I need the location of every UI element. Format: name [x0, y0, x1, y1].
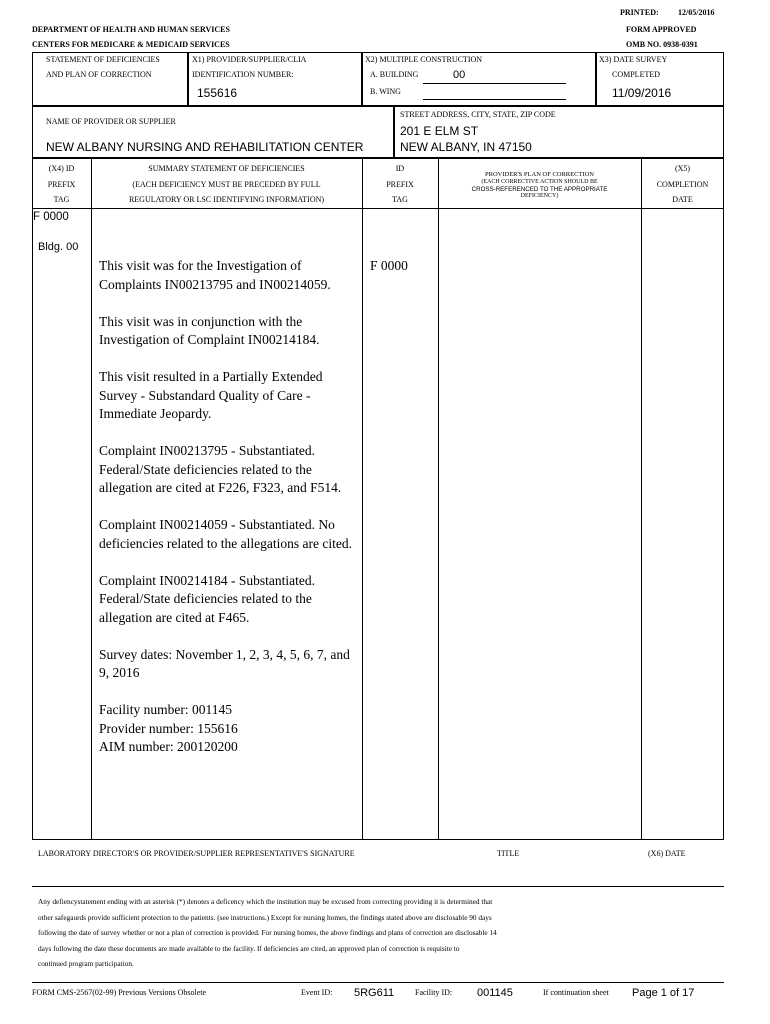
paragraph-3: This visit resulted in a Partially Extended Survey - Substandard Quality of Care - Immediate Jeopardy.: [99, 369, 323, 421]
signature-label: LABORATORY DIRECTOR'S OR PROVIDER/SUPPLIER REPRESENTATIVE'S SIGNATURE: [38, 849, 355, 858]
paragraph-1: This visit was for the Investigation of Complaints IN00213795 and IN00214059.: [99, 258, 331, 292]
plan-header-2: (EACH CORRECTIVE ACTION SHOULD BE: [481, 179, 598, 185]
address-line2: NEW ALBANY, IN 47150: [400, 140, 532, 154]
x4-header-2: PREFIX: [47, 180, 76, 189]
provider-id-value: 155616: [197, 86, 238, 100]
x5-header-2: COMPLETION: [656, 180, 709, 189]
event-id-label: Event ID:: [301, 988, 333, 997]
plan-header-4: DEFICIENCY): [520, 193, 559, 199]
paragraph-7: Survey dates: November 1, 2, 3, 4, 5, 6, 7, and 9, 2016: [99, 646, 350, 680]
survey-date-value: 11/09/2016: [612, 86, 672, 100]
summary-header-1: SUMMARY STATEMENT OF DEFICIENCIES: [148, 164, 305, 173]
printed-date: 12/05/2016: [678, 8, 715, 17]
disclaimer-line-3: following the date of survey whether or not a plan of correction is provided. For nursing homes, the above findings and plans of correction are disclosable 14: [38, 928, 497, 937]
paragraph-4: Complaint IN00213795 - Substantiated. Federal/State deficiencies related to the allegation are cited at F226, F323, and F514.: [99, 443, 342, 495]
wing-underline: [423, 99, 566, 100]
paragraph-6: Complaint IN00214184 - Substantiated. Federal/State deficiencies related to the allegation are cited at F465.: [99, 572, 315, 625]
address-line1: 201 E ELM ST: [400, 124, 479, 138]
form-approved: FORM APPROVED: [626, 25, 697, 34]
provider-label: NAME OF PROVIDER OR SUPPLIER: [46, 117, 176, 126]
title-label: TITLE: [497, 849, 520, 858]
id-header-2: PREFIX: [386, 180, 414, 189]
col-divider-2: [362, 158, 363, 840]
provider-number: Provider number: 155616: [99, 720, 238, 736]
col-divider-3: [438, 158, 439, 840]
x1-line1: X1) PROVIDER/SUPPLIER/CLIA: [192, 55, 307, 64]
id-header-1: ID: [395, 164, 405, 173]
facility-id-label: Facility ID:: [415, 988, 453, 997]
agency-line2: CENTERS FOR MEDICARE & MEDICAID SERVICES: [32, 40, 230, 49]
x4-header-3: TAG: [53, 195, 70, 204]
disclaimer-line-2: other safegaurds provide sufficient protection to the patients. (see instructions.) Except for nursing homes, the findings stated above are disclosable 90 days: [38, 912, 492, 922]
paragraph-2: This visit was in conjunction with the Investigation of Complaint IN00214184.: [99, 313, 320, 347]
provider-name: NEW ALBANY NURSING AND REHABILITATION CENTER: [46, 140, 364, 154]
building-label: A. BUILDING: [370, 70, 419, 79]
plan-header-3: CROSS-REFERENCED TO THE APPROPRIATE: [471, 186, 608, 193]
summary-header-3: REGULATORY OR LSC IDENTIFYING INFORMATION): [128, 195, 325, 204]
disclaimer-line-5: continued program participation.: [38, 959, 134, 968]
signature-divider: [32, 886, 724, 887]
disclaimer: [38, 894, 718, 972]
disclaimer-line-4: days following the date these documents are made available to the facility. If deficiencies are cited, an approved plan of correction is requisite to: [38, 943, 460, 953]
footer-divider: [32, 982, 724, 983]
address-label: STREET ADDRESS, CITY, STATE, ZIP CODE: [400, 110, 556, 119]
page-number: Page 1 of 17: [632, 987, 695, 999]
aim-number: AIM number: 200120200: [99, 739, 238, 754]
facility-number: Facility number: 001145: [99, 702, 232, 717]
id-header-3: TAG: [392, 195, 408, 204]
omb-number: OMB NO. 0938-0391: [626, 40, 698, 49]
x4-header-1: (X4) ID: [48, 164, 75, 173]
summary-header-2: (EACH DEFICIENCY MUST BE PRECEDED BY FULL: [132, 180, 321, 189]
event-id-value: 5RG611: [354, 987, 395, 999]
x5-header-1: (X5): [674, 164, 691, 173]
building-tag: Bldg. 00: [38, 241, 79, 253]
disclaimer-line-1: Any defiencystatement ending with an asterisk (*) denotes a deficency which the institution may be excused from correcting providing it is determined that: [38, 897, 493, 906]
x5-header-3: DATE: [672, 195, 693, 204]
x6-date-label: (X6) DATE: [648, 849, 686, 858]
x3-line1: X3) DATE SURVEY: [599, 55, 668, 64]
form-number: FORM CMS-2567(02-99) Previous Versions Obsolete: [32, 988, 207, 997]
column-header-divider: [32, 208, 724, 209]
wing-label: B. WING: [370, 87, 401, 96]
statement-line1: STATEMENT OF DEFICIENCIES: [46, 55, 160, 64]
plan-header-1: PROVIDER'S PLAN OF CORRECTION: [485, 171, 594, 178]
summary-body: [99, 257, 354, 757]
right-tag: F 0000: [370, 258, 408, 273]
x3-line2: COMPLETED: [612, 70, 660, 79]
x2-title: X2) MULTIPLE CONSTRUCTION: [365, 55, 483, 64]
col-divider-1: [91, 158, 92, 840]
building-underline: [423, 83, 566, 84]
printed-label: PRINTED:: [620, 8, 659, 17]
continuation-sheet: If continuation sheet: [543, 988, 609, 997]
col-divider-4: [641, 158, 642, 840]
statement-line2: AND PLAN OF CORRECTION: [46, 70, 152, 79]
left-tag: F 0000: [33, 211, 69, 223]
paragraph-5: Complaint IN00214059 - Substantiated. No deficiencies related to the allegations are cited.: [99, 517, 352, 551]
agency-line1: DEPARTMENT OF HEALTH AND HUMAN SERVICES: [32, 25, 230, 34]
x1-line2: IDENTIFICATION NUMBER:: [192, 70, 294, 79]
facility-id-value: 001145: [477, 987, 513, 999]
building-value: 00: [453, 69, 466, 81]
